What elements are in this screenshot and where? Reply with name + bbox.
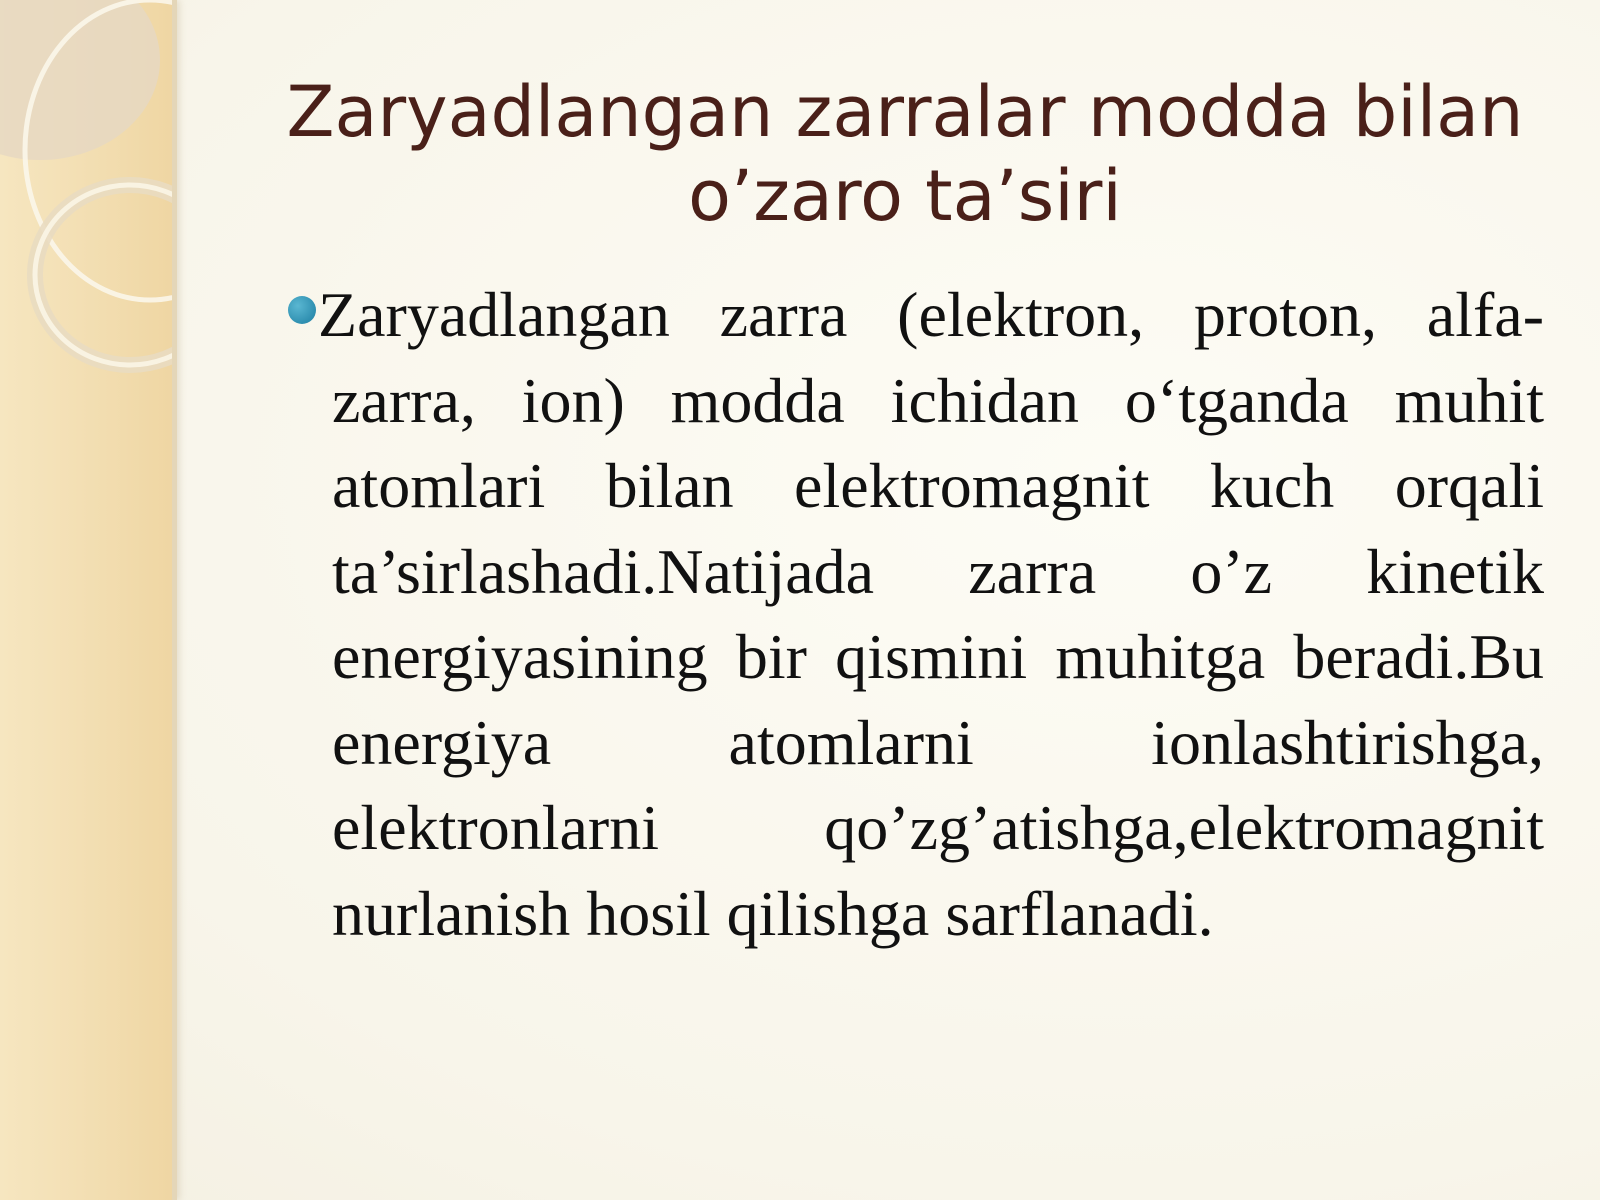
bullet-item <box>280 272 1544 956</box>
slide-title: Zaryadlangan zarralar modda bilan o’zaro ta’siri <box>286 71 1524 237</box>
bullet-text: Zaryadlangan zarra (elektron, proton, alfa-zarra, ion) modda ichidan o‘tganda muhit atomlari bilan elektromagnit kuch orqali ta’sirlashadi.Natijada zarra o’z kinetik energiyasining bir qismini muhitga beradi.Bu energiya atomlarni ionlashtirishga, elektronlarni qo’zg’atishga,elektromagnit nurlanish hosil qilishga sarflanadi. <box>318 279 1544 949</box>
bullet-dot-icon <box>288 296 316 324</box>
slide-content <box>280 272 1544 956</box>
decorative-side-band <box>0 0 177 1200</box>
decorative-circles-icon <box>0 0 177 420</box>
